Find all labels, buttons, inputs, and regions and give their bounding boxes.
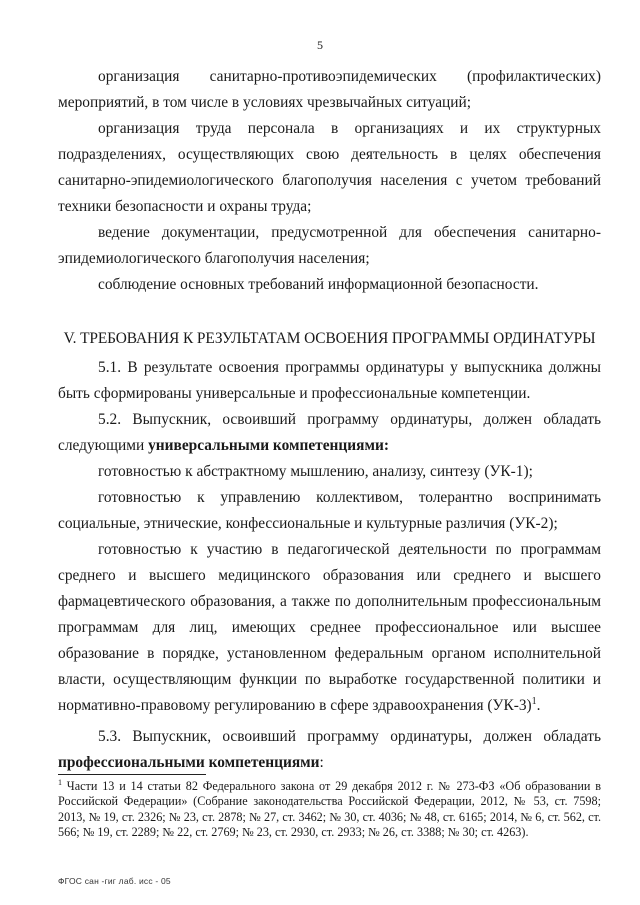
- footnote-marker: 1: [58, 777, 62, 787]
- paragraph-5-3-end: :: [319, 754, 324, 771]
- section-heading: V. ТРЕБОВАНИЯ К РЕЗУЛЬТАТАМ ОСВОЕНИЯ ПРОГРАММЫ ОРДИНАТУРЫ: [63, 330, 596, 347]
- competency-uk-3-text: готовностью к участию в педагогической деятельности по программам среднего и высшего медицинского образования или среднего и высшего фармацевтического образования, а также по дополнительным профессиональным программам для лиц, имеющих среднее профессиональное или высшее образование в порядке, установленном федеральным органом исполнительной власти, осуществляющим функции по выработке государственной политики и нормативно-правовому регулированию в сфере здравоохранения (УК-3): [58, 541, 601, 714]
- footer-document-code: ФГОС сан -гиг лаб. иcc - 05: [58, 876, 171, 886]
- footnote-text: Части 13 и 14 статьи 82 Федерального закона от 29 декабря 2012 г. № 273-ФЗ «Об образовании в Российской Федерации» (Собрание законодательства Российской Федерации, 2012, № 53, ст. 7598; 2013, № 19, ст. 2326; № 23, ст. 2878; № 27, ст. 3462; № 30, ст. 4036; № 48, ст. 6165; 2014, № 6, ст. 562, ст. 566; № 19, ст. 2289; № 22, ст. 2769; № 23, ст. 2930, ст. 2933; № 26, ст. 3388; № 30; ст. 4263).: [58, 779, 601, 840]
- document-body: [58, 64, 601, 776]
- professional-competencies-term: профессиональными компетенциями: [58, 754, 320, 771]
- paragraph-5-3: [58, 724, 601, 776]
- paragraph-documentation: ведение документации, предусмотренной для обеспечения санитарно-эпидемиологического благополучия населения;: [58, 224, 601, 267]
- paragraph-info-security: соблюдение основных требований информационной безопасности.: [98, 276, 539, 293]
- competency-uk-2: готовностью к управлению коллективом, толерантно воспринимать социальные, этнические, конфессиональные и культурные различия (УК-2);: [58, 489, 601, 532]
- footnote-reference[interactable]: 1: [531, 695, 537, 707]
- paragraph-5-2-lead: 5.2. Выпускник, освоивший программу ординатуры, должен обладать следующими: [58, 411, 601, 454]
- paragraph-5-1: 5.1. В результате освоения программы ординатуры у выпускника должны быть сформированы универсальные и профессиональные компетенции.: [58, 359, 601, 402]
- footnote-divider: [58, 774, 206, 775]
- universal-competencies-term: универсальными компетенциями:: [148, 437, 389, 454]
- competency-uk-1: готовностью к абстрактному мышлению, анализу, синтезу (УК-1);: [98, 463, 533, 480]
- competency-uk-3-end: .: [536, 697, 541, 714]
- paragraph-5-3-lead: 5.3. Выпускник, освоивший программу ординатуры, должен обладать: [98, 728, 601, 745]
- paragraph-labor-organization: организация труда персонала в организациях и их структурных подразделениях, осуществляющих свою деятельность в целях обеспечения санитарно-эпидемиологического благополучия населения с учетом требований техники безопасности и охраны труда;: [58, 120, 601, 215]
- paragraph-5-2: [58, 407, 601, 459]
- page-number: 5: [317, 38, 323, 52]
- paragraph-sanitary-measures: организация санитарно-противоэпидемических (профилактических) мероприятий, в том числе в условиях чрезвычайных ситуаций;: [58, 68, 601, 111]
- footnote: [58, 779, 601, 841]
- competency-uk-3: [58, 537, 601, 719]
